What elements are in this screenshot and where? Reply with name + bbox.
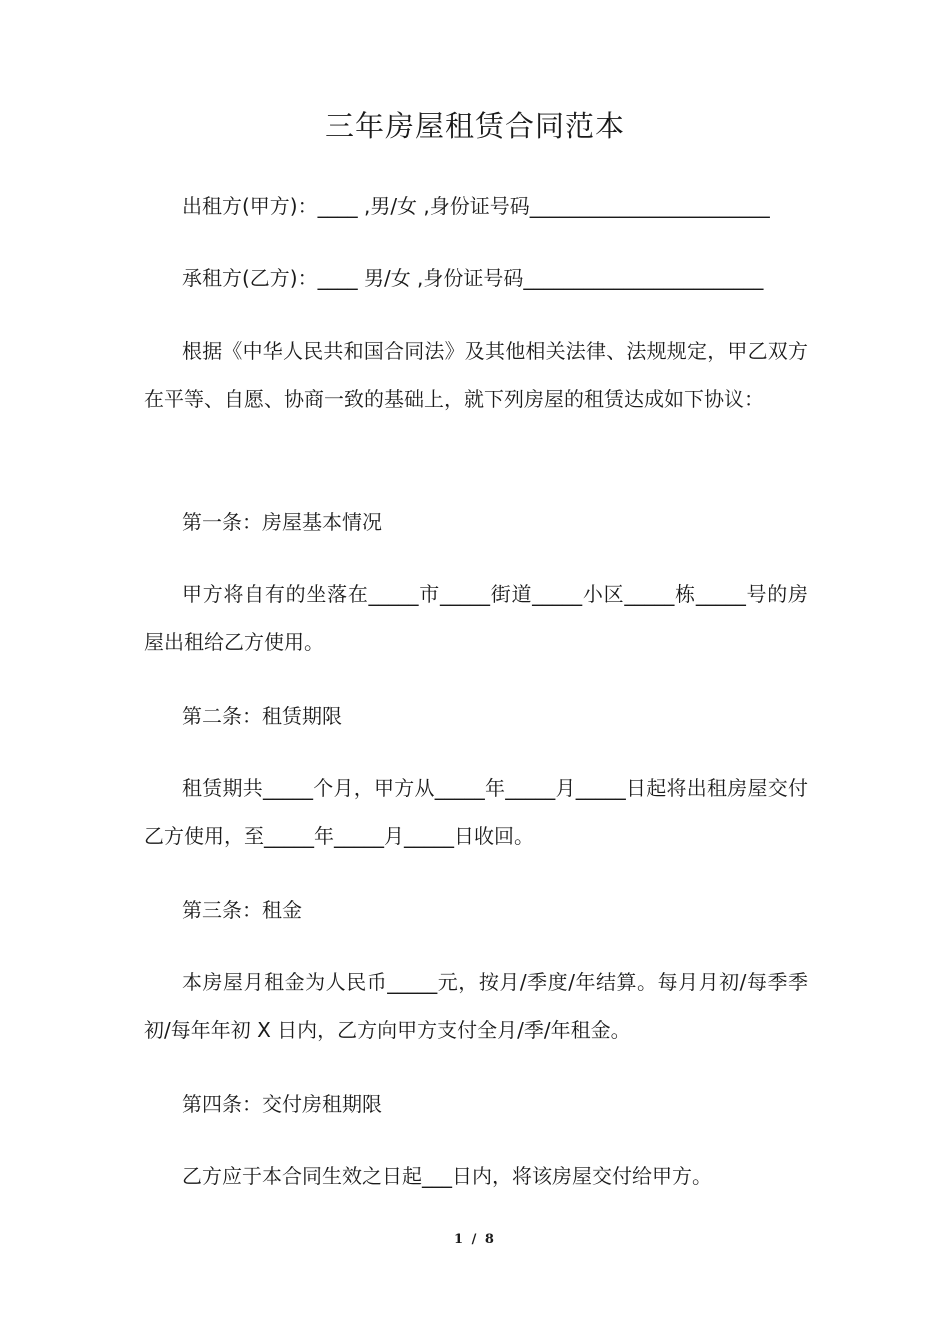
article2-body: 租赁期共_____个月，甲方从_____年_____月_____日起将出租房屋交付乙方使用，至_____年_____月_____日收回。 (144, 776, 808, 848)
lessee-line: 承租方(乙方)：____ 男/女 ,身份证号码________________________ (182, 266, 764, 290)
lessor-line: 出租方(甲方)：____ ,男/女 ,身份证号码________________________ (182, 194, 770, 218)
article1-body: 甲方将自有的坐落在_____市_____街道_____小区_____栋_____号的房屋出租给乙方使用。 (144, 582, 808, 654)
page-number: 1 / 8 (454, 1232, 496, 1247)
preamble-paragraph: 根据《中华人民共和国合同法》及其他相关法律、法规规定，甲乙双方在平等、自愿、协商一致的基础上，就下列房屋的租赁达成如下协议： (144, 339, 808, 411)
article3-heading: 第三条：租金 (182, 898, 302, 922)
document-title: 三年房屋租赁合同范本 (324, 109, 625, 143)
article1-heading: 第一条：房屋基本情况 (182, 510, 382, 534)
article3-body: 本房屋月租金为人民币_____元，按月/季度/年结算。每月月初/每季季初/每年年初 X 日内，乙方向甲方支付全月/季/年租金。 (144, 970, 808, 1042)
article4-heading: 第四条：交付房租期限 (182, 1092, 382, 1116)
article4-body: 乙方应于本合同生效之日起___日内，将该房屋交付给甲方。 (182, 1164, 712, 1188)
article2-heading: 第二条：租赁期限 (182, 704, 342, 728)
